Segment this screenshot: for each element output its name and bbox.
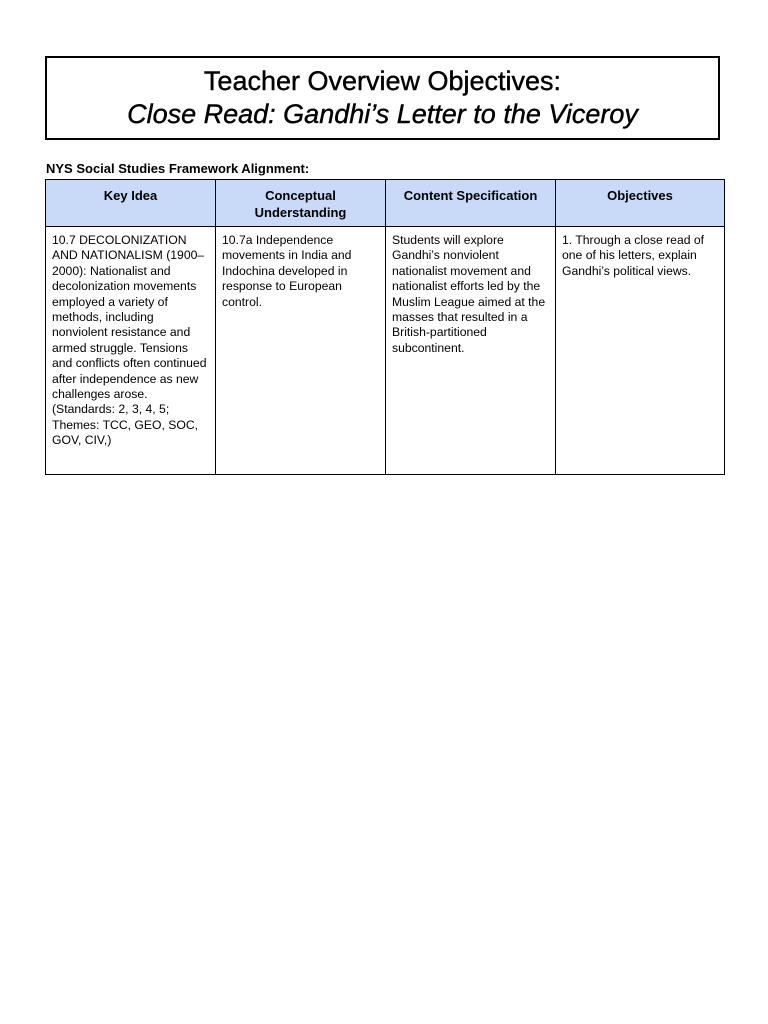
table-row (46, 227, 725, 475)
page-title: Teacher Overview Objectives: (203, 66, 562, 96)
header-conceptual-understanding: Conceptual Understanding (216, 180, 386, 227)
header-key-idea: Key Idea (46, 180, 216, 227)
cell-objectives: 1. Through a close read of one of his letters, explain Gandhi’s political views. (556, 227, 725, 475)
cell-content-specification: Students will explore Gandhi’s nonviolent nationalist movement and nationalist efforts led by the Muslim League aimed at the masses that resulted in a British-partitioned subcontinent. (386, 227, 556, 475)
cell-conceptual-understanding: 10.7a Independence movements in India and Indochina developed in response to European control. (216, 227, 386, 475)
page-subtitle: Close Read: Gandhi’s Letter to the Viceroy (127, 99, 638, 129)
table-header-row (46, 180, 725, 227)
title-box (45, 56, 720, 140)
header-content-specification: Content Specification (386, 180, 556, 227)
header-objectives: Objectives (556, 180, 725, 227)
framework-table (45, 179, 725, 475)
cell-key-idea: 10.7 DECOLONIZATION AND NATIONALISM (1900–2000): Nationalist and decolonization movements employed a variety of methods, including nonviolent resistance and armed struggle. Tensions and conflicts often continued after independence as new challenges arose. (Standards: 2, 3, 4, 5; Themes: TCC, GEO, SOC, GOV, CIV,) (46, 227, 216, 475)
framework-label: NYS Social Studies Framework Alignment: (46, 161, 310, 176)
